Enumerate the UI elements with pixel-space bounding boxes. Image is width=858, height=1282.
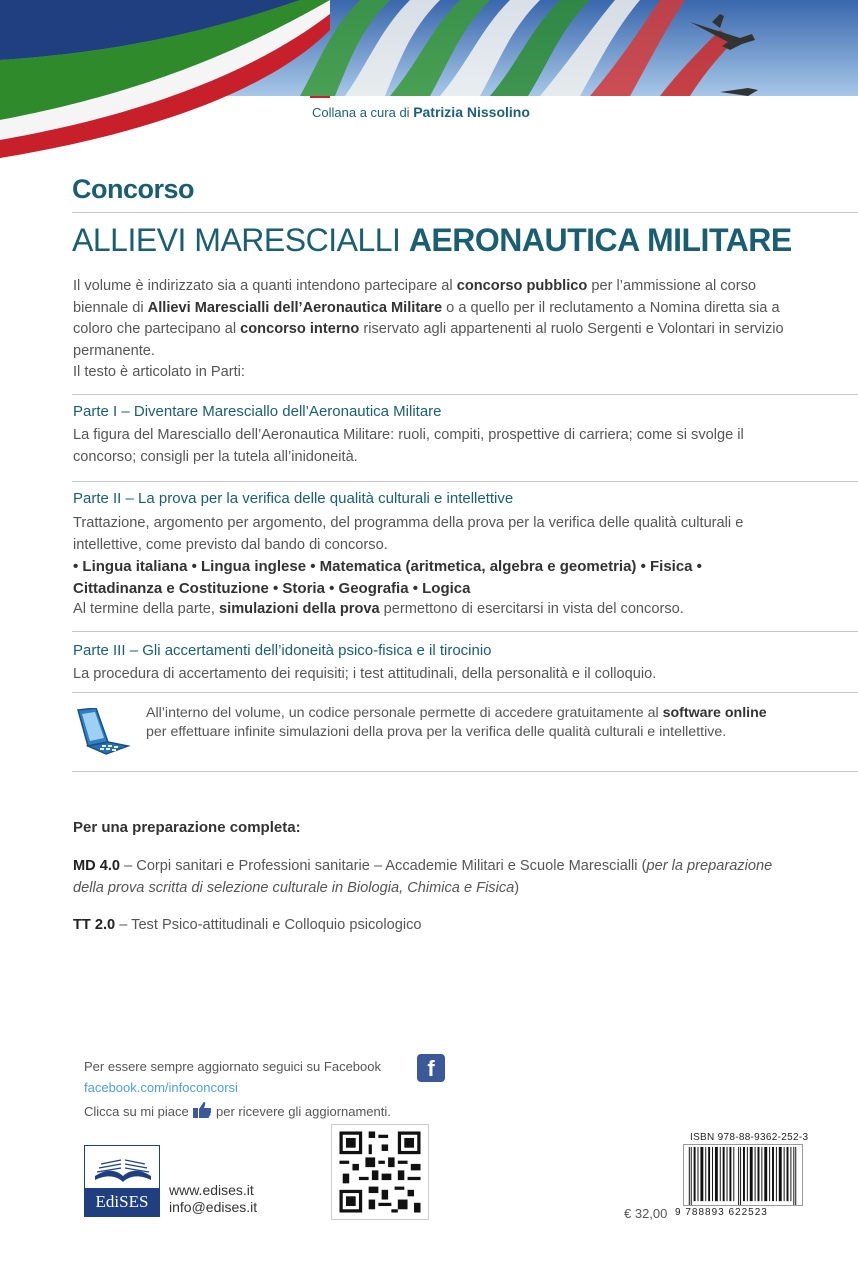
series-editor-prefix: Collana a cura di <box>312 105 410 120</box>
book-icon <box>85 1146 161 1190</box>
part-3-text: La procedura di accertamento dei requisiti; i test attitudinali, della personalità e il colloquio. <box>73 666 657 682</box>
title-regular: ALLIEVI MARESCIALLI <box>72 222 401 258</box>
divider <box>72 394 858 395</box>
barcode-digits: 9 788893 622523 <box>675 1207 768 1218</box>
divider <box>72 771 858 772</box>
part-2-simulations: Al termine della parte, simulazioni della prova permettono di esercitarsi in vista del concorso. <box>73 601 684 617</box>
title-rule <box>72 212 858 213</box>
publisher-contacts <box>169 1182 257 1216</box>
price: € 32,00 <box>624 1206 668 1221</box>
tricolor-wave <box>0 0 330 160</box>
website-link[interactable]: www.edises.it <box>169 1182 254 1198</box>
facebook-icon[interactable]: f <box>417 1054 445 1082</box>
part-1-text: La figura del Maresciallo dell’Aeronautica Militare: ruoli, compiti, prospettive di carriera; come si svolge il concorso; consigli per la tutela all’inidoneità. <box>73 427 744 465</box>
email-link[interactable]: info@edises.it <box>169 1199 258 1215</box>
series-editor-name: Patrizia Nissolino <box>413 104 530 120</box>
title-bold: AERONAUTICA MILITARE <box>408 222 792 258</box>
preparation-item-md: MD 4.0 – Corpi sanitari e Professioni sanitarie – Accademie Militari e Scuole Marescialli (per la preparazione della prova scritta di selezione culturale in Biologia, Chimica e Fisica) <box>73 858 773 896</box>
qr-code-icon <box>332 1125 428 1219</box>
page-title <box>72 222 792 259</box>
part-3-title: Parte III – Gli accertamenti dell’idoneità psico-fisica e il tirocinio <box>73 642 492 659</box>
part-1-title: Parte I – Diventare Maresciallo dell’Aeronautica Militare <box>73 403 442 420</box>
intro-paragraph: Il volume è indirizzato sia a quanti intendono partecipare al concorso pubblico per l’ammissione al corso biennale di Allievi Marescialli dell’Aeronautica Militare o a quello per il reclutamento a Nomina diretta sia a coloro che partecipano al concorso interno riservato agli appartenenti al ruolo Sergenti e Volontari in servizio permanente. Il testo è articolato in Parti: <box>73 278 784 380</box>
part-2-title: Parte II – La prova per la verifica delle qualità culturali e intellettive <box>73 490 514 507</box>
thumbs-up-icon <box>192 1101 212 1119</box>
preparation-heading: Per una preparazione completa: <box>73 819 301 836</box>
edises-logo <box>84 1145 160 1217</box>
qr-code <box>331 1124 429 1220</box>
preparation-item-tt: TT 2.0 – Test Psico-attitudinali e Colloquio psicologico <box>73 917 422 933</box>
isbn-label: ISBN 978-88-9362-252-3 <box>690 1132 809 1143</box>
part-2-text: Trattazione, argomento per argomento, del programma della prova per la verifica delle qualità culturali e intellettive, come previsto dal bando di concorso. <box>73 515 744 553</box>
facebook-follow-text: Per essere sempre aggiornato seguici su Facebook <box>84 1059 381 1074</box>
laptop-icon <box>74 708 130 756</box>
divider <box>72 692 858 693</box>
software-note: All’interno del volume, un codice personale permette di accedere gratuitamente al software online per effettuare infinite simulazioni della prova per la verifica delle qualità culturali e intellettive. <box>146 705 767 740</box>
title-kicker: Concorso <box>72 174 195 204</box>
facebook-link[interactable]: facebook.com/infoconcorsi <box>84 1080 238 1095</box>
divider <box>72 631 858 632</box>
barcode <box>683 1144 803 1206</box>
part-2-subjects: • Lingua italiana • Lingua inglese • Matematica (aritmetica, algebra e geometria) • Fisica • Cittadinanza e Costituzione • Storia • Geografia • Logica <box>73 558 702 597</box>
divider <box>72 481 858 482</box>
series-editor <box>312 104 530 120</box>
edises-name: EdiSES <box>85 1188 159 1216</box>
like-instruction: Clicca su mi piace per ricevere gli aggiornamenti. <box>84 1101 391 1119</box>
